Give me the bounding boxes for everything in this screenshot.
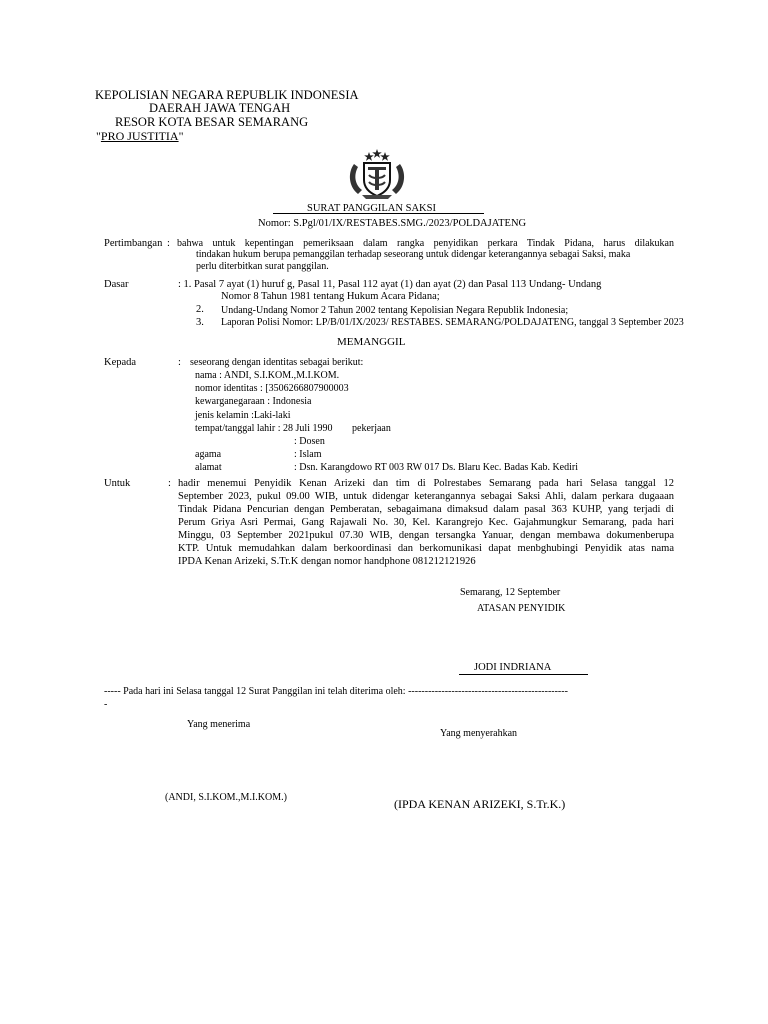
receiver-name: (ANDI, S.I.KOM.,M.I.KOM.) xyxy=(165,792,287,803)
field-alamat-label: alamat xyxy=(195,462,222,473)
region-name: DAERAH JAWA TENGAH xyxy=(149,101,291,115)
untuk-line-2: September 2023, pukul 09.00 WIB, untuk didengar keterangannya sebagai Saksi Ahli, dalam perkara dugaaan xyxy=(178,491,674,502)
untuk-line-3: Tindak Pidana Pencurian dengan Pemberatan, sebagaimana dimaksud dalam pasal 363 KUHP, yang terjadi di xyxy=(178,504,674,515)
receiver-label: Yang menerima xyxy=(187,719,251,730)
signature-name: JODI INDRIANA xyxy=(474,662,552,673)
field-agama: : Islam xyxy=(294,449,322,460)
pro-justitia: "PRO JUSTITIA" xyxy=(96,129,184,143)
pertimbangan-colon: : xyxy=(167,238,170,249)
untuk-colon: : xyxy=(168,478,171,489)
field-nama: nama : ANDI, S.I.KOM.,M.I.KOM. xyxy=(195,370,340,381)
police-emblem-logo xyxy=(344,148,410,200)
memanggil-heading: MEMANGGIL xyxy=(337,336,406,348)
signature-position: ATASAN PENYIDIK xyxy=(477,603,566,614)
pertimbangan-line-2: tindakan hukum berupa pemanggilan terhadap seseorang untuk didengar keterangannya sebagai Saksi, maka xyxy=(196,249,631,260)
signature-underline xyxy=(459,674,588,675)
pertimbangan-line-3: perlu diterbitkan surat panggilan. xyxy=(196,261,329,272)
police-emblem-icon xyxy=(344,148,410,200)
dasar-item-1-line-2: Nomor 8 Tahun 1981 tentang Hukum Acara Pidana; xyxy=(221,291,440,302)
kepada-intro: seseorang dengan identitas sebagai berikut: xyxy=(190,357,364,368)
untuk-line-1: hadir menemui Penyidik Kenan Arizeki dan tim di Polrestabes Semarang pada hari Selasa tanggal 12 xyxy=(178,478,674,489)
field-alamat: : Dsn. Karangdowo RT 003 RW 017 Ds. Blaru Kec. Badas Kab. Kediri xyxy=(294,462,578,473)
untuk-line-5: Minggu, 03 September 2021pukul 07.30 WIB, dengan tersangka Yanuar, dengan membawa dokumenberupa xyxy=(178,530,674,541)
untuk-line-7: IPDA Kenan Arizeki, S.Tr.K dengan nomor handphone 081212121926 xyxy=(178,556,476,567)
field-pekerjaan-label: pekerjaan xyxy=(352,423,391,434)
dasar-item-2: Undang-Undang Nomor 2 Tahun 2002 tentang Kepolisian Negara Republik Indonesia; xyxy=(221,305,569,316)
signature-place-date: Semarang, 12 September xyxy=(460,587,561,598)
dasar-item-1-line-1: : 1. Pasal 7 ayat (1) huruf g, Pasal 11, Pasal 112 ayat (1) dan ayat (2) dan Pasal 113 Undang- Undang xyxy=(178,279,602,290)
field-kewarganegaraan: kewarganegaraan : Indonesia xyxy=(195,396,312,407)
untuk-label: Untuk xyxy=(104,478,131,489)
resort-name: RESOR KOTA BESAR SEMARANG xyxy=(115,115,309,129)
document-number: Nomor: S.Pgl/01/IX/RESTABES.SMG./2023/POLDAJATENG xyxy=(258,218,527,229)
untuk-line-4: Perum Griya Asri Permai, Gang Rajawali No. 30, Kel. Karangrejo Kec. Gajahmungkur Semarang, pada hari xyxy=(178,517,674,528)
field-agama-label: agama xyxy=(195,449,222,460)
agency-name: KEPOLISIAN NEGARA REPUBLIK INDONESIA xyxy=(95,88,359,102)
pertimbangan-line-1: bahwa untuk kepentingan pemeriksaan dalam rangka penyidikan perkara Tindak Pidana, harus dilakukan xyxy=(177,238,674,249)
field-pekerjaan: : Dosen xyxy=(294,436,325,447)
field-jenis-kelamin: jenis kelamin :Laki-laki xyxy=(195,410,291,421)
dasar-item-2-number: 2. xyxy=(196,304,204,315)
kepada-colon: : xyxy=(178,357,181,368)
receipt-dash: - xyxy=(104,699,108,710)
dasar-item-3: Laporan Polisi Nomor: LP/B/01/IX/2023/ RESTABES. SEMARANG/POLDAJATENG, tanggal 3 September 2023 xyxy=(221,317,684,328)
pertimbangan-label: Pertimbangan xyxy=(104,238,163,249)
untuk-line-6: KTP. Untuk memudahkan dalam berkoordinasi dan berkomunikasi dapat menbghubingi Penyidik atas nama xyxy=(178,543,674,554)
field-nomor-identitas: nomor identitas : [3506266807900003 xyxy=(195,383,349,394)
receipt-line: ----- Pada hari ini Selasa tanggal 12 Surat Panggilan ini telah diterima oleh: ------------------------------------------------ xyxy=(104,686,568,697)
giver-label: Yang menyerahkan xyxy=(440,728,518,739)
field-ttl: tempat/tanggal lahir : 28 Juli 1990 xyxy=(195,423,333,434)
kepada-label: Kepada xyxy=(104,357,137,368)
document-title: SURAT PANGGILAN SAKSI xyxy=(307,203,436,214)
dasar-label: Dasar xyxy=(104,279,129,290)
giver-name: (IPDA KENAN ARIZEKI, S.Tr.K.) xyxy=(394,797,566,811)
dasar-item-3-number: 3. xyxy=(196,317,204,328)
